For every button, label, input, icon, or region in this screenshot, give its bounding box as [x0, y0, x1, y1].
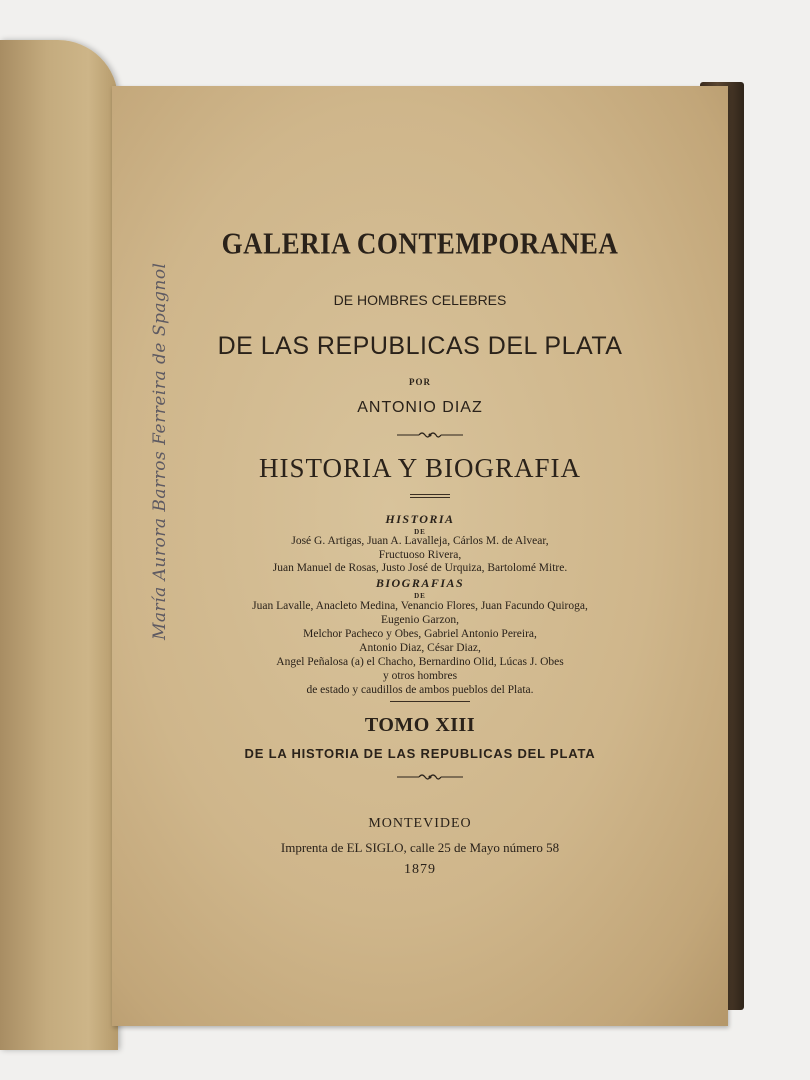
- ornament-icon: [395, 772, 465, 782]
- author-name: ANTONIO DIAZ: [357, 399, 483, 416]
- biografias-line: de estado y caudillos de ambos pueblos del Plata.: [306, 684, 534, 696]
- title-page: [112, 86, 728, 1026]
- biografias-heading: BIOGRAFIAS: [375, 576, 465, 590]
- biografias-de: DE: [414, 592, 426, 600]
- por-label: POR: [409, 377, 431, 387]
- historia-line: Fructuoso Rivera,: [378, 549, 462, 561]
- biografias-line: Eugenio Garzon,: [381, 614, 459, 626]
- previous-page: [0, 40, 118, 1050]
- publication-year: 1879: [404, 862, 436, 877]
- biografias-line: Juan Lavalle, Anacleto Medina, Venancio Flores, Juan Facundo Quiroga,: [252, 600, 588, 612]
- tomo-label: TOMO XIII: [364, 714, 476, 736]
- publication-city: MONTEVIDEO: [368, 816, 472, 831]
- main-heading: HISTORIA Y BIOGRAFIA: [258, 453, 582, 483]
- book-title: GALERIA CONTEMPORANEA: [221, 225, 619, 261]
- biografias-line: y otros hombres: [382, 670, 458, 682]
- imprint-line: Imprenta de EL SIGLO, calle 25 de Mayo número 58: [280, 840, 560, 855]
- biografias-line: Angel Peñalosa (a) el Chacho, Bernardino Olid, Lúcas J. Obes: [276, 656, 564, 668]
- divider: [410, 497, 450, 498]
- book-subtitle-2: DE LAS REPUBLICAS DEL PLATA: [217, 332, 623, 360]
- historia-line: José G. Artigas, Juan A. Lavalleja, Cárlos M. de Alvear,: [291, 535, 549, 547]
- biografias-line: Melchor Pacheco y Obes, Gabriel Antonio Pereira,: [303, 628, 537, 640]
- divider: [390, 701, 470, 702]
- ornament-icon: [395, 430, 465, 440]
- biografias-line: Antonio Diaz, César Diaz,: [359, 642, 481, 654]
- historia-line: Juan Manuel de Rosas, Justo José de Urquiza, Bartolomé Mitre.: [272, 562, 568, 574]
- historia-heading: HISTORIA: [385, 512, 455, 526]
- book-subtitle-1: DE HOMBRES CELEBRES: [333, 292, 507, 308]
- handwritten-inscription: María Aurora Barros Ferreira de Spagnol: [150, 262, 170, 640]
- historia-de: DE: [414, 528, 426, 536]
- tomo-subtitle: DE LA HISTORIA DE LAS REPUBLICAS DEL PLATA: [244, 746, 596, 761]
- divider: [410, 494, 450, 495]
